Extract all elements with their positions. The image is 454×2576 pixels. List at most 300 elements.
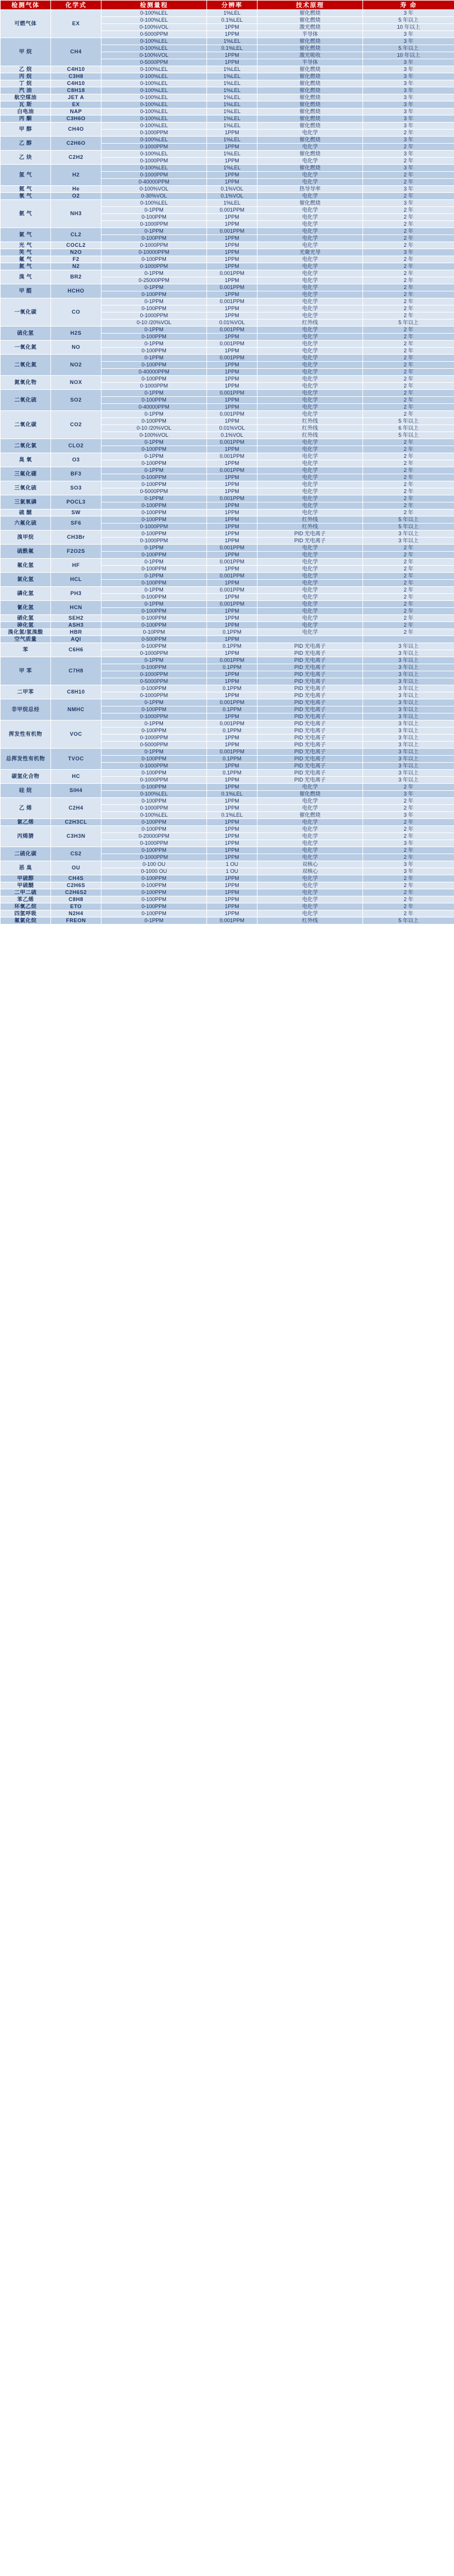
cell-resolution: 1PPM [207,31,258,38]
cell-resolution: 0.001PPM [207,749,258,756]
cell-resolution: 1PPM [207,692,258,699]
cell-resolution: 1PPM [207,502,258,509]
cell-chemical-formula: NAP [51,108,101,115]
cell-chemical-formula: He [51,186,101,193]
cell-lifetime: 3 年以上 [363,749,454,756]
cell-technology: 半导体 [258,59,363,66]
cell-chemical-formula: NMHC [51,699,101,721]
cell-resolution: 0.01%VOL [207,425,258,432]
table-row [1,587,454,594]
cell-detection-range: 0-100PPM [101,418,207,425]
cell-gas-name: 一氧化氮 [1,341,51,355]
cell-gas-name: 苯乙烯 [1,896,51,903]
cell-resolution: 1%LEL [207,137,258,144]
cell-resolution: 1%LEL [207,94,258,101]
cell-resolution: 0.1%LEL [207,791,258,798]
cell-detection-range: 0-100%VOL [101,24,207,31]
cell-resolution: 1PPM [207,263,258,270]
cell-detection-range: 0-10 /20%VOL [101,320,207,327]
table-row [1,509,454,516]
cell-resolution: 0.001PPM [207,270,258,277]
cell-detection-range: 0-100%LEL [101,38,207,45]
cell-resolution: 1PPM [207,889,258,896]
cell-resolution: 1PPM [207,179,258,186]
cell-detection-range: 0-1000PPM [101,650,207,657]
cell-detection-range: 0-20000PPM [101,833,207,840]
table-row [1,622,454,629]
cell-technology: PID 光电离子 [258,777,363,784]
cell-chemical-formula: TVOC [51,749,101,770]
table-row [1,87,454,94]
cell-gas-name: 白电油 [1,108,51,115]
cell-gas-name: 氮氧化物 [1,376,51,390]
cell-gas-name: 二硫化碳 [1,847,51,861]
cell-lifetime: 2 年 [363,397,454,404]
cell-detection-range: 0-1PPM [101,559,207,566]
cell-chemical-formula: CH3Br [51,531,101,545]
cell-lifetime: 2 年 [363,404,454,411]
cell-resolution: 1PPM [207,488,258,495]
table-row [1,889,454,896]
cell-lifetime: 3 年 [363,137,454,144]
cell-technology: 激光燃烧 [258,24,363,31]
cell-resolution: 1PPM [207,242,258,249]
gas-sensor-spec-sheet [0,0,454,925]
cell-detection-range: 0-5000PPM [101,488,207,495]
cell-detection-range: 0-100PPM [101,460,207,467]
cell-lifetime: 3 年以上 [363,671,454,678]
cell-technology: 催化燃烧 [258,101,363,108]
table-row [1,10,454,17]
cell-resolution: 1PPM [207,376,258,383]
cell-technology: 电化学 [258,481,363,488]
cell-gas-name: 四氢呼吸 [1,910,51,917]
cell-gas-name: 甲 醇 [1,123,51,137]
cell-gas-name: 甲 苯 [1,657,51,685]
cell-detection-range: 0-100PPM [101,608,207,615]
cell-technology: 电化学 [258,376,363,383]
cell-resolution: 0.001PPM [207,228,258,235]
cell-lifetime: 3 年以上 [363,664,454,671]
cell-gas-name: 氯化氢 [1,573,51,587]
cell-gas-name: 汽 油 [1,87,51,94]
cell-gas-name: 二甲二硫 [1,889,51,896]
cell-gas-name: 乙 烯 [1,798,51,819]
cell-resolution: 0.001PPM [207,699,258,706]
cell-resolution: 1PPM [207,369,258,376]
cell-detection-range: 0-30%VOL [101,193,207,200]
cell-detection-range: 0-100PPM [101,889,207,896]
cell-lifetime: 2 年 [363,453,454,460]
cell-technology: 催化燃烧 [258,38,363,45]
cell-technology: 电化学 [258,488,363,495]
cell-gas-name: 硅 烷 [1,784,51,798]
cell-lifetime: 2 年 [363,383,454,390]
cell-resolution: 1%LEL [207,10,258,17]
cell-lifetime: 2 年 [363,193,454,200]
cell-resolution: 1PPM [207,742,258,749]
cell-detection-range: 0-1PPM [101,453,207,460]
cell-lifetime: 5 年以上 [363,418,454,425]
cell-lifetime: 2 年 [363,826,454,833]
cell-resolution: 1PPM [207,362,258,369]
cell-detection-range: 0-100PPM [101,235,207,242]
table-row [1,376,454,383]
table-row [1,108,454,115]
cell-lifetime: 2 年 [363,474,454,481]
cell-lifetime: 3 年 [363,94,454,101]
cell-technology: 电化学 [258,305,363,312]
cell-chemical-formula: CLO2 [51,439,101,453]
cell-technology: 催化燃烧 [258,45,363,52]
cell-resolution: 0.1PPM [207,664,258,671]
table-row [1,826,454,833]
cell-detection-range: 0-100PPM [101,706,207,713]
cell-resolution: 1%LEL [207,101,258,108]
cell-technology: PID 光电离子 [258,763,363,770]
cell-gas-name: 氮 气 [1,263,51,270]
cell-resolution: 0.001PPM [207,721,258,728]
table-row [1,847,454,854]
cell-gas-name: 溴 气 [1,270,51,284]
cell-technology: 电化学 [258,214,363,221]
cell-resolution: 1PPM [207,277,258,284]
cell-technology: PID 光电离子 [258,531,363,538]
cell-resolution: 0.001PPM [207,327,258,334]
cell-technology: 电化学 [258,875,363,882]
cell-detection-range: 0-100PPM [101,348,207,355]
cell-detection-range: 0-40000PPM [101,404,207,411]
cell-chemical-formula: O3 [51,453,101,467]
cell-chemical-formula: BF3 [51,467,101,481]
cell-detection-range: 0-100PPM [101,784,207,791]
cell-lifetime: 2 年 [363,509,454,516]
cell-lifetime: 2 年 [363,446,454,453]
cell-detection-range: 0-100%LEL [101,73,207,80]
cell-lifetime: 2 年 [363,355,454,362]
cell-lifetime: 2 年 [363,784,454,791]
cell-technology: 电化学 [258,144,363,151]
cell-technology: PID 光电离子 [258,749,363,756]
column-header-lifetime: 寿 命 [363,1,454,10]
cell-chemical-formula: NH3 [51,200,101,228]
cell-detection-range: 0-1PPM [101,601,207,608]
cell-lifetime: 2 年 [363,327,454,334]
cell-detection-range: 0-100 OU [101,861,207,868]
cell-technology: PID 光电离子 [258,657,363,664]
cell-detection-range: 0-1000PPM [101,854,207,861]
cell-resolution: 1PPM [207,531,258,538]
cell-technology: 激光吸收 [258,52,363,59]
table-row [1,573,454,580]
cell-lifetime: 3 年以上 [363,657,454,664]
cell-lifetime: 2 年 [363,460,454,467]
cell-gas-name: 氢 气 [1,165,51,186]
cell-detection-range: 0-1000PPM [101,242,207,249]
cell-resolution: 1PPM [207,826,258,833]
cell-technology: 电化学 [258,805,363,812]
table-row [1,193,454,200]
cell-resolution: 0.001PPM [207,284,258,291]
cell-technology: 催化燃烧 [258,165,363,172]
cell-technology: 催化燃烧 [258,151,363,158]
cell-technology: PID 光电离子 [258,685,363,692]
cell-detection-range: 0-100PPM [101,509,207,516]
cell-detection-range: 0-100%LEL [101,87,207,94]
cell-chemical-formula: N2 [51,263,101,270]
cell-resolution: 1PPM [207,130,258,137]
cell-gas-name: 丙烯腈 [1,826,51,847]
cell-resolution: 1%LEL [207,200,258,207]
cell-resolution: 1PPM [207,481,258,488]
table-row [1,629,454,636]
cell-gas-name: 硫化氢 [1,327,51,341]
cell-lifetime: 2 年 [363,608,454,615]
cell-resolution: 1PPM [207,622,258,629]
cell-gas-name: 空气质量 [1,636,51,643]
cell-lifetime: 2 年 [363,615,454,622]
cell-lifetime: 2 年 [363,362,454,369]
cell-detection-range: 0-100PPM [101,305,207,312]
cell-lifetime: 2 年 [363,256,454,263]
table-row [1,228,454,235]
cell-detection-range: 0-1000PPM [101,312,207,320]
cell-technology: 催化燃烧 [258,73,363,80]
cell-gas-name: 硫酰氟 [1,545,51,559]
cell-detection-range: 0-100%LEL [101,94,207,101]
table-row [1,341,454,348]
cell-resolution: 1PPM [207,777,258,784]
cell-detection-range: 0-500PPM [101,636,207,643]
cell-technology: 电化学 [258,130,363,137]
cell-gas-name: 氯乙烯 [1,819,51,826]
table-row [1,481,454,488]
cell-detection-range: 0-1PPM [101,495,207,502]
cell-resolution: 1PPM [207,805,258,812]
cell-detection-range: 0-100%LEL [101,101,207,108]
cell-lifetime: 3 年 [363,165,454,172]
cell-chemical-formula: CO [51,298,101,327]
cell-detection-range: 0-1000PPM [101,144,207,151]
cell-detection-range: 0-100%LEL [101,108,207,115]
cell-resolution: 1PPM [207,713,258,721]
cell-resolution: 1PPM [207,383,258,390]
cell-technology: 电化学 [258,383,363,390]
cell-technology: 电化学 [258,362,363,369]
cell-lifetime: 3 年 [363,791,454,798]
cell-technology: 催化燃烧 [258,200,363,207]
cell-detection-range: 0-1000 OU [101,868,207,875]
cell-gas-name: 二氧化氯 [1,439,51,453]
cell-detection-range: 0-100%LEL [101,812,207,819]
cell-chemical-formula: NO2 [51,355,101,376]
cell-detection-range: 0-1000PPM [101,524,207,531]
cell-technology: 电化学 [258,608,363,615]
cell-lifetime: 2 年 [363,481,454,488]
cell-technology: 电化学 [258,629,363,636]
cell-detection-range: 0-100PPM [101,594,207,601]
cell-technology: 电化学 [258,833,363,840]
cell-detection-range: 0-5000PPM [101,678,207,685]
cell-technology: 红外线 [258,432,363,439]
cell-technology: 催化燃烧 [258,94,363,101]
cell-technology: 半导体 [258,31,363,38]
cell-detection-range: 0-1000PPM [101,777,207,784]
cell-technology: 电化学 [258,270,363,277]
cell-detection-range: 0-1PPM [101,390,207,397]
cell-lifetime: 2 年 [363,875,454,882]
cell-resolution: 0.001PPM [207,573,258,580]
table-row [1,453,454,460]
cell-resolution: 1PPM [207,305,258,312]
cell-detection-range: 0-1000PPM [101,172,207,179]
cell-detection-range: 0-5000PPM [101,742,207,749]
cell-technology: 电化学 [258,291,363,298]
cell-resolution: 1PPM [207,418,258,425]
cell-technology: PID 光电离子 [258,643,363,650]
cell-technology: 电化学 [258,467,363,474]
cell-lifetime: 5 年以上 [363,516,454,524]
cell-chemical-formula: HC [51,770,101,784]
cell-chemical-formula: N2O [51,249,101,256]
cell-lifetime: 5 年以上 [363,45,454,52]
table-row [1,66,454,73]
cell-resolution: 0.001PPM [207,495,258,502]
cell-lifetime: 3 年 [363,123,454,130]
table-row [1,861,454,868]
cell-technology: 电化学 [258,474,363,481]
cell-gas-name: 臭 氧 [1,453,51,467]
cell-gas-name: 二甲苯 [1,685,51,699]
cell-detection-range: 0-100PPM [101,362,207,369]
cell-resolution: 1PPM [207,397,258,404]
cell-chemical-formula: NOX [51,376,101,390]
cell-chemical-formula: SO3 [51,481,101,495]
cell-resolution: 1PPM [207,516,258,524]
cell-detection-range: 0-1PPM [101,341,207,348]
cell-lifetime: 3 年 [363,249,454,256]
cell-gas-name: 溴甲烷 [1,531,51,545]
cell-resolution: 0.001PPM [207,411,258,418]
cell-detection-range: 0-1000PPM [101,692,207,699]
cell-lifetime: 3 年以上 [363,756,454,763]
table-row [1,903,454,910]
cell-detection-range: 0-100PPM [101,819,207,826]
table-row [1,284,454,291]
cell-resolution: 1PPM [207,735,258,742]
cell-lifetime: 2 年 [363,545,454,552]
cell-technology: 电化学 [258,889,363,896]
cell-technology: 催化燃烧 [258,17,363,24]
cell-detection-range: 0-1000PPM [101,840,207,847]
table-row [1,256,454,263]
cell-lifetime: 3 年 [363,868,454,875]
cell-lifetime: 2 年 [363,334,454,341]
cell-technology: PID 光电离子 [258,756,363,763]
cell-detection-range: 0-100PPM [101,615,207,622]
cell-lifetime: 3 年以上 [363,770,454,777]
cell-detection-range: 0-100PPM [101,446,207,453]
table-row [1,875,454,882]
cell-chemical-formula: SEH2 [51,615,101,622]
cell-technology: PID 光电离子 [258,650,363,657]
cell-lifetime: 2 年 [363,369,454,376]
cell-resolution: 1PPM [207,615,258,622]
cell-detection-range: 0-100PPM [101,770,207,777]
cell-resolution: 0.1PPM [207,643,258,650]
table-row [1,495,454,502]
cell-lifetime: 2 年 [363,305,454,312]
cell-gas-name: 甲 醛 [1,284,51,298]
cell-lifetime: 2 年 [363,130,454,137]
cell-chemical-formula: CL2 [51,228,101,242]
cell-gas-name: 挥发性有机物 [1,721,51,749]
cell-resolution: 1%LEL [207,87,258,94]
cell-detection-range: 0-1PPM [101,699,207,706]
cell-technology: PID 光电离子 [258,678,363,685]
cell-resolution: 0.001PPM [207,390,258,397]
cell-resolution: 1%LEL [207,123,258,130]
cell-chemical-formula: COCL2 [51,242,101,249]
cell-resolution: 0.1%LEL [207,812,258,819]
cell-resolution: 1PPM [207,235,258,242]
cell-technology: 电化学 [258,819,363,826]
table-row [1,123,454,130]
cell-technology: PID 光电离子 [258,728,363,735]
cell-gas-name: 乙 炔 [1,151,51,165]
cell-gas-name: 碳氢化合物 [1,770,51,784]
cell-resolution: 0.1PPM [207,706,258,713]
cell-technology: 电化学 [258,559,363,566]
cell-detection-range: 0-10000PPM [101,249,207,256]
cell-gas-name: 乙 醇 [1,137,51,151]
cell-lifetime: 2 年 [363,896,454,903]
cell-technology: 电化学 [258,221,363,228]
cell-lifetime: 3 年以上 [363,699,454,706]
cell-resolution: 1PPM [207,538,258,545]
cell-lifetime: 3 年以上 [363,685,454,692]
cell-lifetime: 10 年以上 [363,52,454,59]
cell-technology: 电化学 [258,453,363,460]
cell-lifetime: 5 年以上 [363,432,454,439]
cell-lifetime: 2 年 [363,439,454,446]
cell-resolution: 1%LEL [207,80,258,87]
cell-technology: 电化学 [258,242,363,249]
cell-technology: 电化学 [258,594,363,601]
table-row [1,186,454,193]
cell-lifetime: 2 年 [363,172,454,179]
cell-detection-range: 0-100PPM [101,291,207,298]
cell-resolution: 0.001PPM [207,467,258,474]
cell-technology: 电化学 [258,369,363,376]
cell-chemical-formula: C2H6S2 [51,889,101,896]
cell-chemical-formula: C3H8 [51,73,101,80]
cell-chemical-formula: F2O2S [51,545,101,559]
cell-technology: 双核心 [258,861,363,868]
cell-chemical-formula: C2H2 [51,151,101,165]
cell-technology: 电化学 [258,446,363,453]
cell-resolution: 1PPM [207,566,258,573]
table-row [1,200,454,207]
cell-gas-name: 甲硫醚 [1,882,51,889]
cell-chemical-formula: EX [51,101,101,108]
cell-detection-range: 0-100%VOL [101,432,207,439]
cell-resolution: 0.1PPM [207,629,258,636]
cell-chemical-formula: NO [51,341,101,355]
cell-resolution: 1PPM [207,763,258,770]
cell-detection-range: 0-100PPM [101,516,207,524]
cell-technology: 电化学 [258,341,363,348]
